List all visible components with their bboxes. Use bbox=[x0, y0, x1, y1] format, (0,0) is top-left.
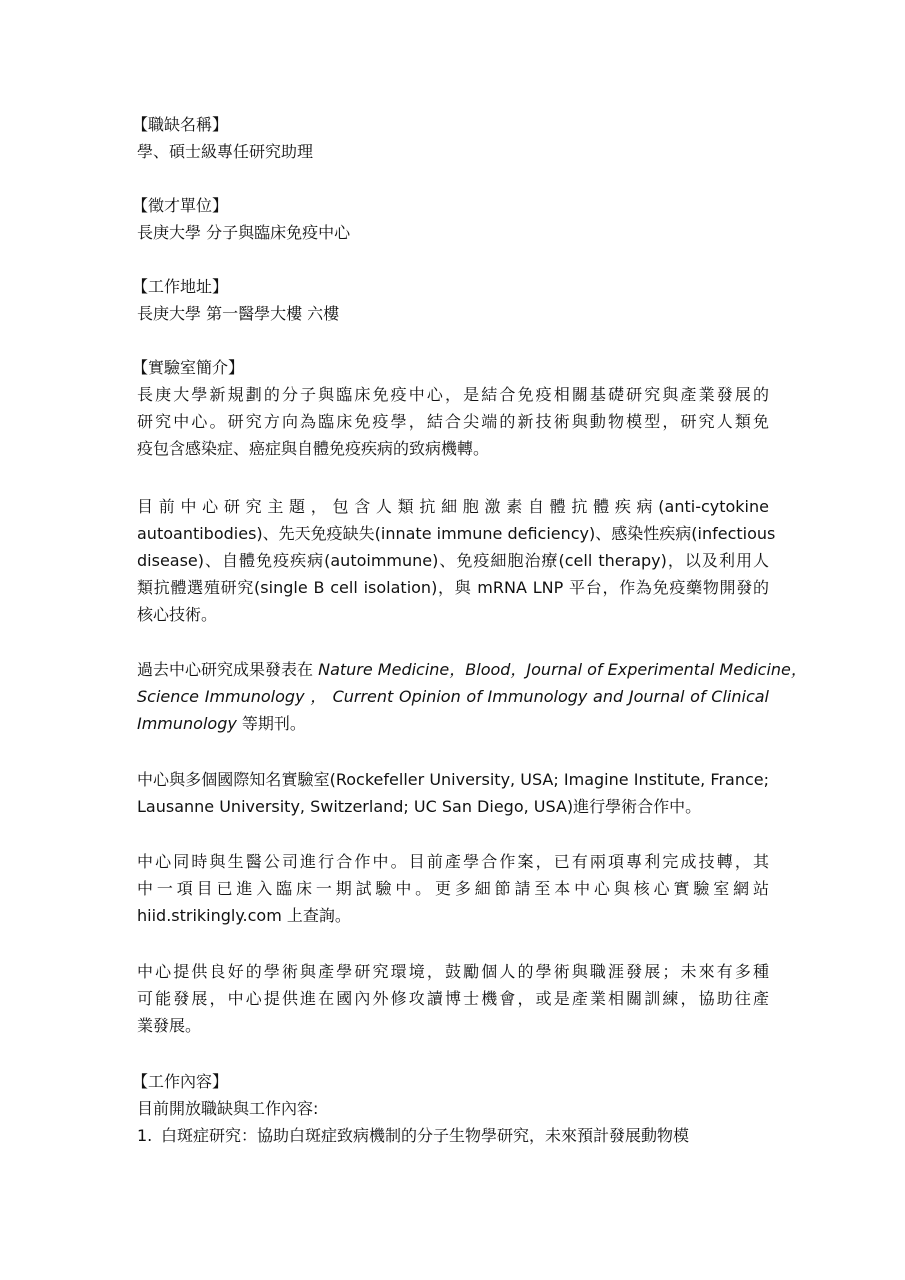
para6-line: 中心提供良好的學術與產學研究環境，鼓勵個人的學術與職涯發展；未來有多種 bbox=[137, 962, 769, 981]
para2-line: autoantibodies)、先天免疫缺失(innate immune deficiency)、感染性疾病(infectious bbox=[137, 524, 776, 543]
journal-list-2: Science Immunology ， Current Opinion of Immunology and Journal of Clinical bbox=[137, 687, 769, 706]
duty-item-text: 白斑症研究：協助白斑症致病機制的分子生物學研究，未來預計發展動物模 bbox=[161, 1126, 690, 1145]
para4-line: Lausanne University, Switzerland; UC San Diego, USA)進行學術合作中。 bbox=[137, 797, 702, 816]
para3-line-3 bbox=[137, 710, 769, 737]
journal-list-1: Nature Medicine，Blood，Journal of Experimental Medicine， bbox=[318, 660, 807, 679]
para1-line: 長庚大學新規劃的分子與臨床免疫中心，是結合免疫相關基礎研究與產業發展的 bbox=[137, 385, 769, 404]
para3-line-2 bbox=[137, 683, 769, 710]
duty-item bbox=[137, 1122, 769, 1149]
hiring-unit-text: 長庚大學 分子與臨床免疫中心 bbox=[137, 223, 351, 242]
duties-intro: 目前開放職缺與工作內容: bbox=[137, 1099, 319, 1118]
work-address-section bbox=[132, 273, 769, 327]
para3-line-1 bbox=[137, 656, 807, 683]
work-address-heading: 【工作地址】 bbox=[132, 277, 229, 296]
para5-line: 中心同時與生醫公司進行合作中。目前產學合作案，已有兩項專利完成技轉，其 bbox=[137, 852, 769, 871]
work-address-text: 長庚大學 第一醫學大樓 六樓 bbox=[137, 304, 340, 323]
para2-line: 目前中心研究主題，包含人類抗細胞激素自體抗體疾病(anti-cytokine bbox=[137, 497, 769, 516]
industry-paragraph bbox=[137, 848, 769, 929]
para2-line: 類抗體選殖研究(single B cell isolation)，與 mRNA LNP 平台，作為免疫藥物開發的 bbox=[137, 578, 769, 597]
research-topics-paragraph bbox=[137, 493, 776, 628]
development-paragraph bbox=[137, 958, 769, 1039]
para3-suffix: 等期刊。 bbox=[236, 714, 306, 733]
lab-intro-heading: 【實驗室簡介】 bbox=[132, 358, 245, 377]
para6-line: 可能發展，中心提供進在國內外修攻讀博士機會，或是產業相關訓練，協助往產 bbox=[137, 989, 769, 1008]
journal-list-3: Immunology bbox=[137, 714, 237, 733]
para6-line: 業發展。 bbox=[137, 1016, 202, 1035]
para1-line: 疫包含感染症、癌症與自體免疫疾病的致病機轉。 bbox=[137, 439, 490, 458]
para2-line: 核心技術。 bbox=[137, 605, 218, 624]
para3-prefix: 過去中心研究成果發表在 bbox=[137, 660, 319, 679]
job-title-heading: 【職缺名稱】 bbox=[132, 115, 229, 134]
duties-heading: 【工作內容】 bbox=[132, 1072, 229, 1091]
para4-line: 中心與多個國際知名實驗室(Rockefeller University, USA; Imagine Institute, France; bbox=[137, 770, 769, 789]
publications-paragraph bbox=[137, 656, 807, 737]
para5-line: 中一項目已進入臨床一期試驗中。更多細節請至本中心與核心實驗室網站 bbox=[137, 879, 769, 898]
job-title-text: 學、碩士級專任研究助理 bbox=[137, 142, 314, 161]
para5-line: hiid.strikingly.com 上查詢。 bbox=[137, 906, 351, 925]
hiring-unit-section bbox=[132, 192, 769, 246]
lab-intro-section bbox=[132, 354, 769, 462]
collaboration-paragraph bbox=[137, 766, 769, 820]
job-title-section bbox=[132, 111, 769, 165]
duty-item-number: 1. bbox=[137, 1126, 153, 1145]
duties-section bbox=[132, 1068, 769, 1149]
hiring-unit-heading: 【徵才單位】 bbox=[132, 196, 229, 215]
para2-line: disease)、自體免疫疾病(autoimmune)、免疫細胞治療(cell therapy)，以及利用人 bbox=[137, 551, 769, 570]
para1-line: 研究中心。研究方向為臨床免疫學，結合尖端的新技術與動物模型，研究人類免 bbox=[137, 412, 769, 431]
